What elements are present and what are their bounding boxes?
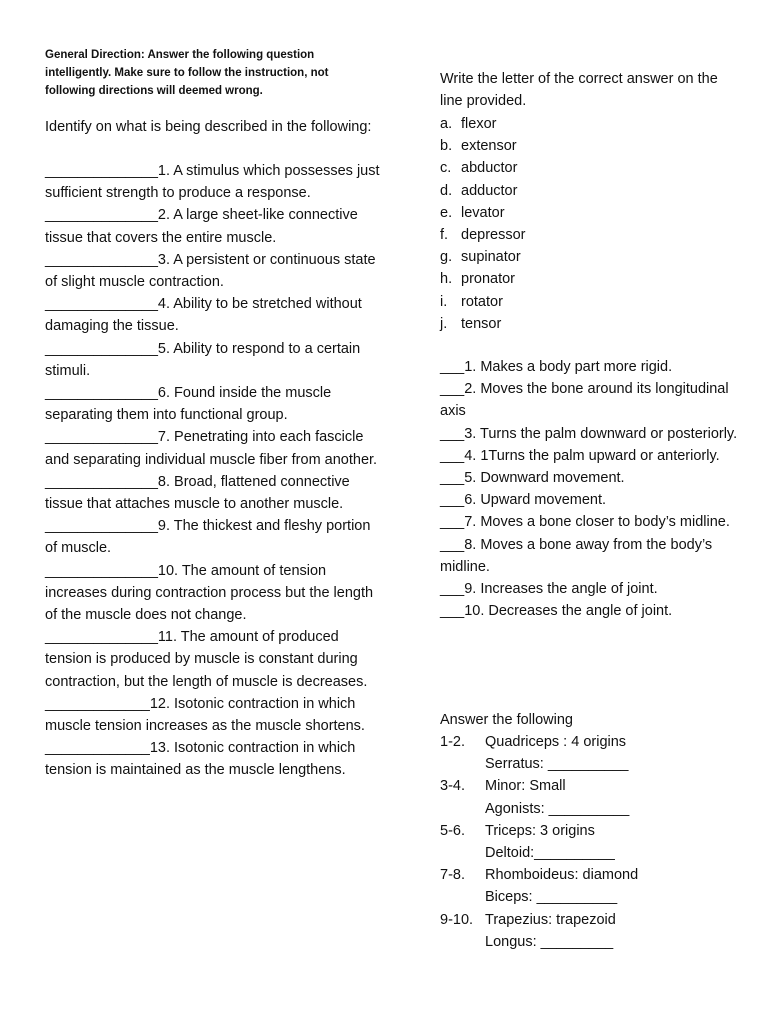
analogy-number: 7-8.: [440, 867, 465, 884]
answer-following-heading: Answer the following: [440, 712, 573, 728]
choice-item: [440, 291, 525, 313]
choice-text: supinator: [461, 249, 521, 266]
matching-item: ___8. Moves a bone away from the body’s midline.: [440, 536, 713, 575]
analogy-blank: Longus: _________: [485, 933, 614, 950]
choice-item: [440, 224, 525, 246]
choice-text: abductor: [461, 160, 518, 177]
choice-item: [440, 113, 525, 135]
identify-item: ______________9. The thickest and fleshy portion of muscle.: [45, 518, 371, 557]
choice-letter: d.: [440, 182, 453, 199]
choice-letter: h.: [440, 271, 453, 288]
choice-letter: g.: [440, 249, 453, 266]
identify-item: ______________3. A persistent or continuous state of slight muscle contraction.: [45, 251, 376, 291]
analogy-item: [440, 864, 740, 908]
choice-item: [440, 268, 525, 290]
choice-text: adductor: [461, 182, 518, 199]
choice-item: [440, 202, 525, 224]
choice-text: extensor: [461, 138, 517, 155]
choice-item: [440, 135, 525, 157]
general-direction: General Direction: Answer the following question intelligently. Make sure to follow the instruction, not following directions will deemed wrong.: [45, 49, 329, 97]
analogy-item: [440, 731, 740, 775]
identify-item: _____________12. Isotonic contraction in which muscle tension increases as the muscle shortens.: [45, 695, 365, 735]
matching-item: ___4. 1Turns the palm upward or anteriorly.: [440, 447, 720, 464]
identify-item: ______________8. Broad, flattened connective tissue that attaches muscle to another muscle.: [45, 473, 350, 513]
choice-text: levator: [461, 204, 505, 221]
choice-letter: b.: [440, 138, 453, 155]
analogy-given: Trapezius: trapezoid: [485, 911, 616, 928]
identify-item: ______________11. The amount of produced tension is produced by muscle is constant during contraction, but the length of muscle is decreases.: [45, 629, 368, 690]
matching-item: ___9. Increases the angle of joint.: [440, 581, 658, 598]
choice-text: depressor: [461, 227, 526, 244]
matching-item: ___2. Moves the bone around its longitudinal axis: [440, 381, 729, 420]
analogy-number: 1-2.: [440, 734, 465, 750]
matching-item: ___10. Decreases the angle of joint.: [440, 603, 673, 620]
analogy-item: [440, 820, 740, 864]
choice-item: [440, 246, 525, 268]
analogy-number: 3-4.: [440, 778, 465, 795]
analogy-blank: Deltoid:__________: [485, 845, 615, 862]
choice-list: [440, 113, 525, 335]
choice-letter: j.: [440, 315, 448, 332]
choice-text: pronator: [461, 271, 516, 288]
identify-item: ______________1. A stimulus which possesses just sufficient strength to produce a response.: [45, 163, 380, 202]
identify-item: _____________13. Isotonic contraction in which tension is maintained as the muscle lengthens.: [45, 740, 356, 779]
analogy-list: [440, 731, 740, 953]
identify-item: ______________4. Ability to be stretched without damaging the tissue.: [45, 296, 362, 335]
matching-item: ___6. Upward movement.: [440, 492, 607, 509]
choice-item: [440, 180, 525, 202]
analogy-blank: Serratus: __________: [485, 756, 629, 773]
analogy-number: 9-10.: [440, 911, 474, 928]
analogy-blank: Agonists: __________: [485, 800, 630, 817]
choice-text: tensor: [461, 315, 502, 332]
analogy-blank: Biceps: __________: [485, 889, 618, 906]
analogy-given: Rhomboideus: diamond: [485, 867, 639, 884]
analogy-given: Quadriceps : 4 origins: [485, 734, 627, 750]
choice-text: rotator: [461, 293, 503, 310]
identify-item: ______________6. Found inside the muscle separating them into functional group.: [45, 385, 332, 424]
choice-text: flexor: [461, 116, 497, 132]
choice-letter: c.: [440, 160, 452, 177]
matching-item: ___5. Downward movement.: [440, 470, 625, 487]
matching-item: ___7. Moves a bone closer to body’s midline.: [440, 514, 730, 531]
choice-letter: f.: [440, 227, 449, 244]
identify-item: ______________10. The amount of tension increases during contraction process but the length of the muscle does not change.: [45, 562, 374, 624]
identify-items: [45, 160, 380, 782]
matching-item: ___1. Makes a body part more rigid.: [440, 359, 673, 375]
analogy-given: Minor: Small: [485, 778, 566, 795]
matching-items: [440, 356, 740, 622]
identify-item: ______________7. Penetrating into each fascicle and separating individual muscle fiber from another.: [45, 429, 378, 468]
identify-item: ______________5. Ability to respond to a certain stimuli.: [45, 340, 361, 379]
analogy-given: Triceps: 3 origins: [485, 822, 595, 839]
choice-letter: a.: [440, 116, 453, 132]
choice-letter: e.: [440, 204, 453, 221]
choice-letter: i.: [440, 293, 448, 310]
matching-instruction: Write the letter of the correct answer on the line provided.: [440, 71, 718, 110]
choice-item: [440, 313, 525, 335]
analogy-item: [440, 909, 740, 953]
choice-item: [440, 157, 525, 179]
matching-item: ___3. Turns the palm downward or posteriorly.: [440, 425, 738, 442]
analogy-number: 5-6.: [440, 822, 465, 839]
identify-item: ______________2. A large sheet-like connective tissue that covers the entire muscle.: [45, 207, 358, 246]
identify-instruction: Identify on what is being described in the following:: [45, 119, 372, 135]
analogy-item: [440, 775, 740, 819]
